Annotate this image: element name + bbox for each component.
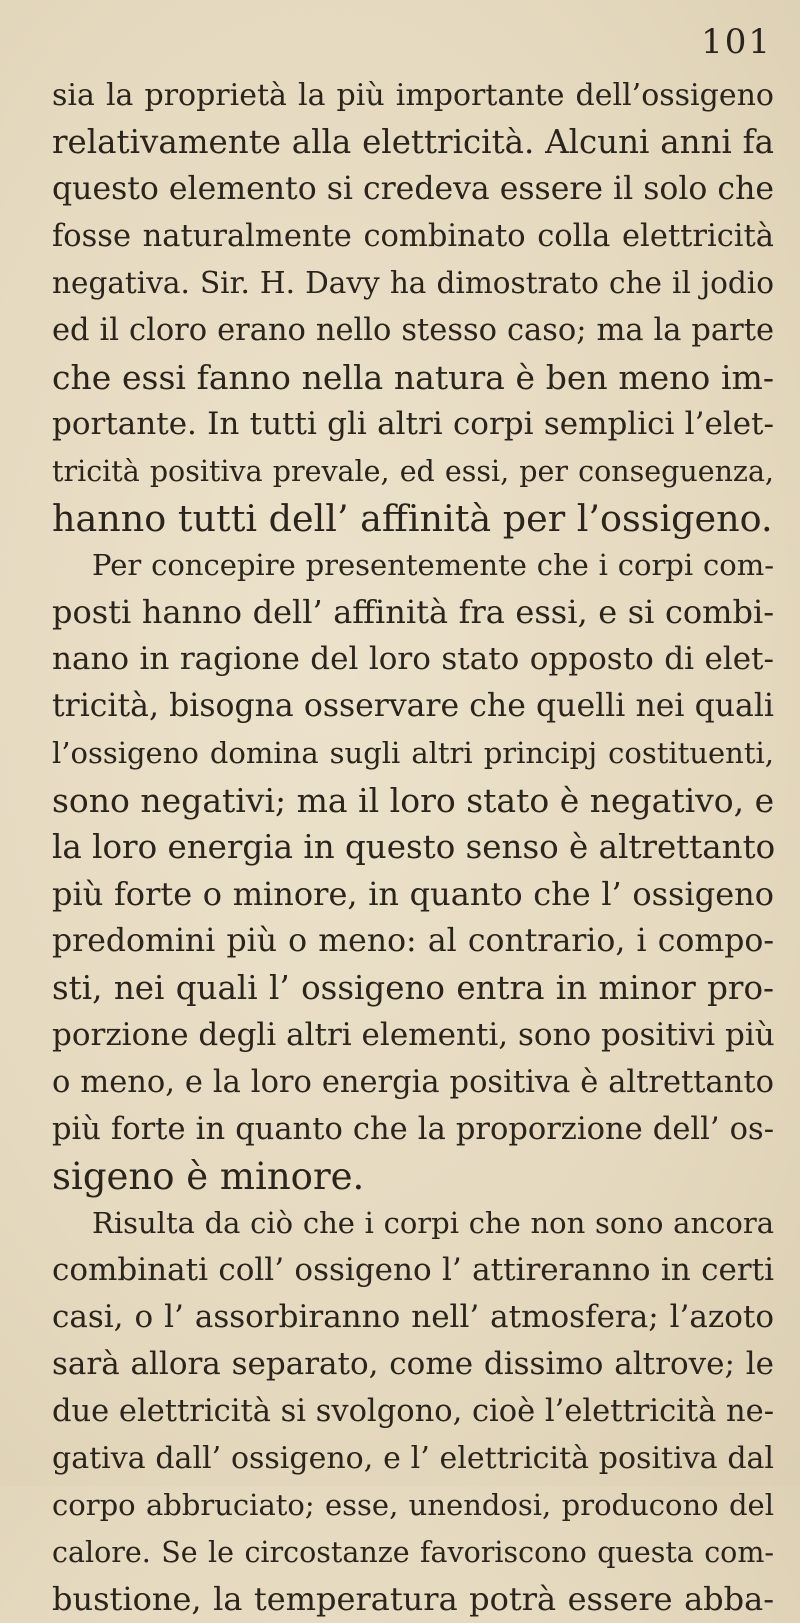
text-line: sia la proprietà la più importante dell’ossigeno — [52, 78, 774, 113]
text-line: sti, nei quali l’ ossigeno entra in minor pro- — [52, 969, 774, 1007]
text-line: predomini più o meno: al contrario, i compo- — [52, 923, 774, 959]
text-line: gativa dall’ ossigeno, e l’ elettricità positiva dal — [52, 1441, 774, 1476]
text-line: sarà allora separato, come dissimo altrove; le — [52, 1346, 774, 1382]
text-line: o meno, e la loro energia positiva è altrettanto — [52, 1065, 774, 1100]
text-line: nano in ragione del loro stato opposto di elet- — [52, 641, 774, 677]
text-line: tricità positiva prevale, ed essi, per conseguenza, — [52, 455, 774, 488]
body-text — [52, 72, 774, 1623]
text-line: che essi fanno nella natura è ben meno im- — [52, 358, 774, 397]
text-line: fosse naturalmente combinato colla elettricità — [52, 219, 774, 254]
text-line: bustione, la temperatura potrà essere abba- — [52, 1580, 774, 1618]
text-line: tricità, bisogna osservare che quelli nei quali — [52, 688, 774, 724]
text-line: più forte in quanto che la proporzione dell’ os- — [52, 1112, 774, 1147]
text-line: relativamente alla elettricità. Alcuni anni fa — [52, 123, 774, 161]
text-line: porzione degli altri elementi, sono positivi più — [52, 1017, 775, 1053]
text-line: hanno tutti dell’ affinità per l’ossigeno. — [52, 497, 773, 540]
text-line: due elettricità si svolgono, cioè l’elettricità ne- — [52, 1394, 775, 1429]
text-line: corpo abbruciato; esse, unendosi, producono del — [52, 1488, 774, 1522]
text-line: combinati coll’ ossigeno l’ attireranno in certi — [52, 1252, 774, 1288]
text-line: l’ossigeno domina sugli altri principj costituenti, — [52, 736, 774, 770]
text-line: calore. Se le circostanze favoriscono questa com- — [52, 1536, 774, 1569]
text-line: sigeno è minore. — [52, 1155, 365, 1198]
text-line: Risulta da ciò che i corpi che non sono ancora — [92, 1206, 774, 1240]
text-line: negativa. Sir. H. Davy ha dimostrato che il jodio — [52, 266, 774, 300]
text-line: la loro energia in questo senso è altrettanto — [52, 828, 776, 866]
text-line: Per concepire presentemente che i corpi com- — [92, 548, 774, 582]
page-number: 101 — [701, 22, 772, 62]
text-line: questo elemento si credeva essere il solo che — [52, 171, 774, 207]
text-line: sono negativi; ma il loro stato è negativo, e — [52, 781, 775, 820]
text-line: casi, o l’ assorbiranno nell’ atmosfera; l’azoto — [52, 1299, 774, 1335]
text-line: posti hanno dell’ affinità fra essi, e si combi- — [52, 593, 774, 631]
text-line: più forte o minore, in quanto che l’ ossigeno — [52, 875, 774, 913]
text-line: portante. In tutti gli altri corpi semplici l’elet- — [52, 406, 774, 442]
text-line: ed il cloro erano nello stesso caso; ma la parte — [52, 313, 774, 348]
